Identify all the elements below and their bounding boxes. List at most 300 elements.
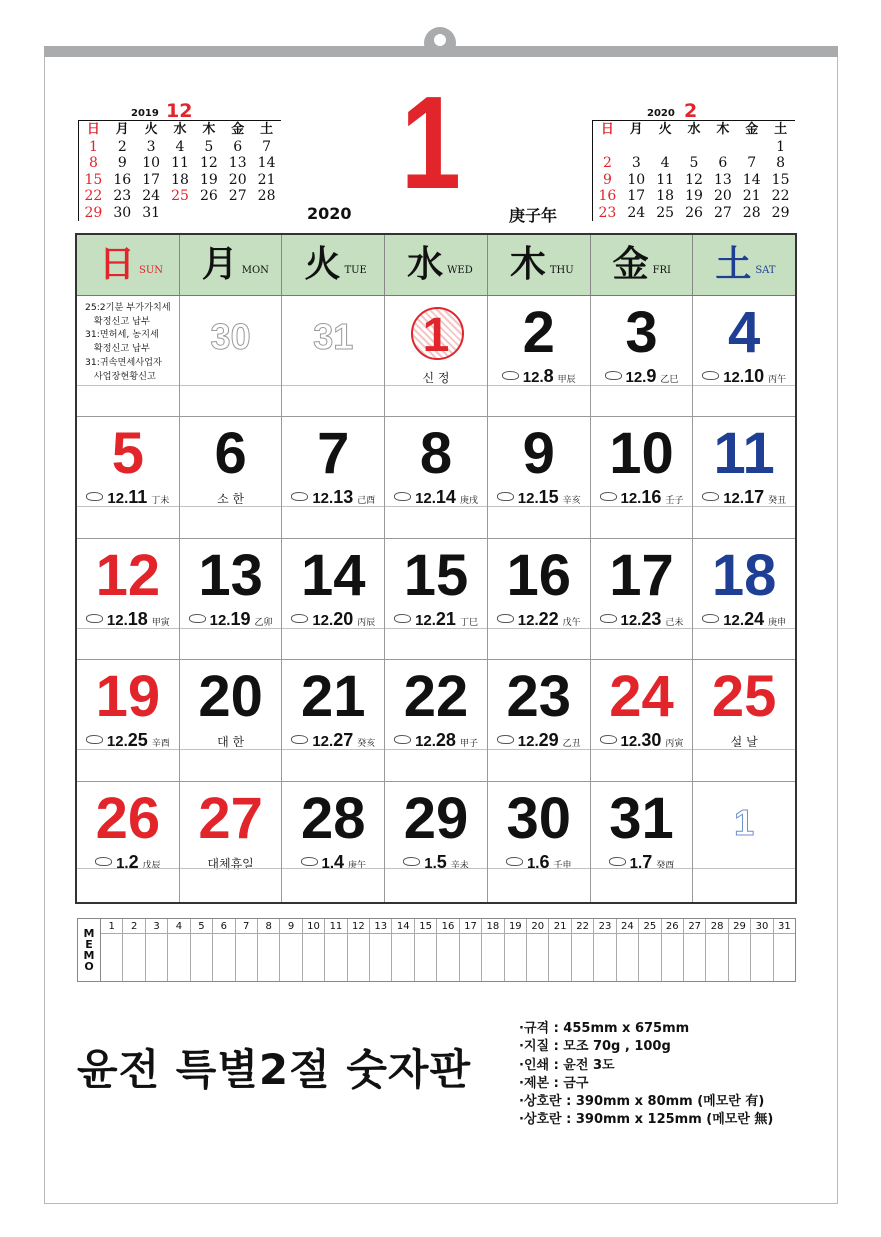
- zodiac-animal-icon: [86, 735, 103, 744]
- zodiac-animal-icon: [600, 492, 617, 501]
- ganzhi-day: 癸亥: [357, 739, 376, 750]
- weekday-english: SUN: [139, 265, 164, 276]
- lunar-day: 4: [334, 851, 345, 872]
- mini-day: [194, 205, 223, 222]
- day-cell: [77, 660, 180, 780]
- lunar-date-line: [77, 609, 179, 630]
- memo-day-column: [258, 919, 280, 981]
- lunar-date: [210, 609, 251, 630]
- ganzhi-day: 庚戌: [459, 496, 478, 507]
- mini-day: 3: [631, 155, 641, 171]
- mini-day: 14: [257, 155, 276, 171]
- memo-day-column: [191, 919, 213, 981]
- day-cell: [488, 660, 591, 780]
- cell-memo-line: [282, 385, 384, 386]
- lunar-date-line: [77, 487, 179, 508]
- lunar-month: 12.: [723, 611, 745, 629]
- weekday-hanja: 火: [304, 243, 341, 284]
- memo-day-column: [751, 919, 773, 981]
- lunar-date: [518, 609, 559, 630]
- day-number: 10: [609, 421, 674, 487]
- memo-day-number: 7: [236, 919, 257, 934]
- lunar-month: 12.: [209, 611, 231, 629]
- lunar-day: 9: [646, 366, 657, 386]
- zodiac-animal-icon: [301, 857, 318, 866]
- lunar-date-line: [591, 609, 693, 630]
- day-cell: [282, 539, 385, 659]
- lunar-day: 21: [435, 608, 456, 629]
- holiday-label: 소 한: [217, 492, 245, 507]
- lunar-month: 12.: [517, 733, 539, 751]
- day-cell: [488, 782, 591, 902]
- lunar-day: 15: [538, 487, 559, 508]
- memo-day-number: 30: [751, 919, 772, 934]
- cell-memo-line: [488, 749, 590, 750]
- lunar-day: 22: [538, 608, 559, 629]
- zodiac-animal-icon: [702, 371, 719, 380]
- mini-day: 27: [228, 188, 247, 204]
- mini-day: 29: [84, 204, 103, 221]
- day-number: 25: [711, 664, 777, 730]
- mini-day: 3: [146, 138, 156, 155]
- cell-memo-line: [693, 868, 795, 869]
- mini-day: [737, 139, 766, 156]
- lunar-day: 23: [641, 608, 662, 629]
- memo-day-number: 22: [572, 919, 593, 934]
- memo-day-number: 25: [639, 919, 660, 934]
- mini-day: 8: [88, 155, 98, 171]
- day-cell: [693, 782, 795, 902]
- lunar-date-line: [282, 487, 384, 508]
- lunar-date-line: [488, 609, 590, 630]
- zodiac-animal-icon: [86, 492, 103, 501]
- weekday-english: THU: [549, 265, 574, 276]
- zodiac-animal-icon: [394, 614, 411, 623]
- mini-day: 11: [171, 155, 189, 171]
- ganzhi-day: 丁未: [151, 496, 170, 507]
- mini-day: 20: [713, 188, 732, 204]
- day-number: 2: [522, 300, 555, 365]
- weekday-header-mon: [180, 235, 283, 295]
- memo-day-column: [527, 919, 549, 981]
- day-number: 11: [713, 421, 775, 487]
- cell-memo-line: [282, 628, 384, 629]
- lunar-month: 12.: [620, 611, 642, 629]
- memo-day-number: 27: [684, 919, 705, 934]
- day-number: 24: [609, 664, 674, 730]
- lunar-month: 12.: [522, 369, 544, 386]
- memo-day-column: [572, 919, 594, 981]
- memo-day-number: 10: [303, 919, 324, 934]
- lunar-date: [415, 487, 456, 508]
- memo-day-number: 12: [348, 919, 369, 934]
- mini-day: 23: [113, 188, 132, 204]
- zodiac-animal-icon: [497, 492, 514, 501]
- mini-day: 2: [117, 138, 127, 155]
- mini-weekday-header: 日: [600, 122, 614, 137]
- lunar-date-line: [693, 487, 795, 508]
- memo-day-column: [729, 919, 751, 981]
- memo-day-number: 11: [325, 919, 346, 934]
- ganzhi-year-label: 庚子年: [509, 206, 558, 225]
- zodiac-animal-icon: [291, 735, 308, 744]
- memo-day-number: 15: [415, 919, 436, 934]
- day-cell: [693, 417, 795, 537]
- zodiac-animal-icon: [291, 614, 308, 623]
- day-cell: [488, 539, 591, 659]
- mini-weekday-header: 水: [173, 122, 187, 137]
- lunar-day: 25: [127, 730, 148, 751]
- mini-day: 10: [627, 171, 646, 188]
- lunar-date-line: [282, 730, 384, 751]
- mini-weekday-header: 木: [202, 122, 216, 137]
- day-number: 30: [210, 316, 251, 357]
- lunar-date: [723, 609, 764, 630]
- mini-day: 22: [84, 188, 103, 204]
- day-cell: [180, 660, 283, 780]
- weekday-header-wed: [385, 235, 488, 295]
- lunar-date: [527, 852, 550, 873]
- lunar-month: 1.: [321, 854, 335, 872]
- mini-day: 25: [656, 204, 675, 221]
- memo-day-column: [370, 919, 392, 981]
- mini-day: 25: [171, 188, 189, 204]
- memo-label: [78, 919, 101, 981]
- zodiac-animal-icon: [702, 614, 719, 623]
- ganzhi-day: 壬子: [665, 496, 684, 507]
- memo-day-column: [325, 919, 347, 981]
- lunar-day: 16: [641, 487, 662, 508]
- lunar-day: 29: [538, 730, 559, 751]
- ganzhi-day: 丙午: [768, 375, 787, 385]
- lunar-day: 30: [641, 730, 662, 751]
- ganzhi-day: 甲辰: [557, 375, 576, 385]
- cell-memo-line: [385, 506, 487, 507]
- day-cell: [385, 660, 488, 780]
- weekday-header-sun: [77, 235, 180, 295]
- ganzhi-day: 戊辰: [142, 860, 161, 871]
- lunar-month: 12.: [106, 733, 128, 751]
- lunar-date: [621, 609, 662, 630]
- cell-memo-line: [488, 868, 590, 869]
- holiday-label: 대체휴일: [207, 856, 254, 871]
- mini-day: 19: [685, 188, 703, 204]
- weekday-english: FRI: [652, 265, 672, 276]
- cell-memo-line: [282, 868, 384, 869]
- lunar-day: 20: [333, 608, 354, 629]
- zodiac-animal-icon: [702, 492, 719, 501]
- day-number: 13: [198, 542, 263, 608]
- ganzhi-day: 乙卯: [254, 617, 273, 628]
- mini-day: 21: [742, 188, 761, 204]
- memo-day-number: 19: [505, 919, 526, 934]
- mini-day: 26: [685, 204, 703, 221]
- mini-day: 9: [602, 171, 612, 188]
- mini-day: 7: [747, 155, 757, 171]
- ganzhi-day: 壬申: [553, 860, 572, 871]
- lunar-month: 12.: [312, 611, 334, 629]
- memo-day-number: 14: [392, 919, 413, 934]
- memo-day-number: 8: [258, 919, 279, 934]
- day-cell: [693, 660, 795, 780]
- week-row: [77, 539, 795, 660]
- mini-calendar-prev: [78, 100, 281, 221]
- mini-day: 15: [84, 171, 103, 188]
- spec-line: ·인쇄 : 윤전 3도: [519, 1057, 615, 1073]
- lunar-date: [107, 487, 147, 508]
- memo-letter: O: [84, 960, 94, 973]
- mini-day: 23: [598, 204, 617, 221]
- memo-day-number: 28: [706, 919, 727, 934]
- week-rows: [77, 296, 795, 902]
- product-title: 윤전 특별2절 숫자판: [77, 1045, 472, 1094]
- lunar-month: 12.: [107, 490, 129, 508]
- day-cell: [591, 296, 694, 416]
- zodiac-animal-icon: [502, 371, 519, 380]
- memo-day-number: 4: [168, 919, 189, 934]
- lunar-date: [312, 730, 353, 751]
- lunar-date-line: [591, 366, 693, 387]
- mini-day: [593, 139, 622, 156]
- lunar-date-line: [180, 609, 282, 630]
- spec-line: ·상호란 : 390mm x 125mm (메모란 無): [519, 1112, 774, 1128]
- memo-day-column: [617, 919, 639, 981]
- mini-day: 27: [713, 204, 732, 221]
- mini-day: [680, 139, 709, 156]
- zodiac-animal-icon: [497, 735, 514, 744]
- ganzhi-day: 乙巳: [660, 375, 679, 385]
- memo-day-number: 2: [123, 919, 144, 934]
- ganzhi-day: 癸酉: [656, 860, 675, 871]
- lunar-date: [312, 609, 353, 630]
- lunar-month: 12.: [625, 369, 647, 386]
- day-number: 8: [419, 421, 453, 487]
- day-number: 17: [609, 542, 674, 608]
- day-number: 23: [506, 664, 571, 730]
- lunar-date-line: [591, 487, 693, 508]
- mini-day: 12: [199, 155, 218, 171]
- lunar-day: 24: [744, 608, 765, 629]
- mini-day: 18: [171, 171, 189, 188]
- hanger-hole: [434, 34, 446, 46]
- cell-memo-line: [591, 385, 693, 386]
- mini-weekday-header: 金: [231, 122, 245, 137]
- lunar-date-line: [385, 609, 487, 630]
- weekday-header-tue: [282, 235, 385, 295]
- day-number: 12: [95, 542, 161, 608]
- memo-day-number: 18: [482, 919, 503, 934]
- mini-day: 16: [113, 171, 132, 188]
- lunar-day: 6: [539, 851, 550, 872]
- mini-prev-month: 12: [166, 100, 193, 122]
- mini-day: 29: [771, 204, 790, 221]
- mini-weekday-header: 月: [629, 122, 643, 137]
- spec-line: ·지질 : 모조 70g , 100g: [519, 1039, 671, 1055]
- day-cell: [77, 417, 180, 537]
- weekday-hanja: 木: [509, 243, 546, 284]
- memo-day-number: 6: [213, 919, 234, 934]
- weekday-english: WED: [447, 265, 473, 276]
- mini-day: 28: [257, 188, 276, 204]
- memo-letter: M: [83, 949, 95, 962]
- cell-memo-line: [180, 385, 282, 386]
- day-number: 27: [198, 785, 263, 851]
- mini-day: 10: [142, 155, 161, 171]
- day-number: 18: [711, 542, 777, 608]
- lunar-month: 1.: [116, 854, 129, 872]
- mini-day: [252, 205, 281, 222]
- mini-weekday-header: 金: [745, 122, 759, 137]
- ganzhi-day: 甲子: [459, 739, 478, 750]
- mini-day: 13: [713, 171, 732, 188]
- zodiac-animal-icon: [605, 371, 622, 380]
- lunar-date-line: [77, 852, 179, 873]
- lunar-date-line: [488, 366, 590, 387]
- lunar-day: 14: [435, 487, 456, 508]
- day-cell: [385, 296, 488, 416]
- lunar-month: 1.: [526, 854, 540, 872]
- memo-day-column: [392, 919, 414, 981]
- memo-day-column: [594, 919, 616, 981]
- memo-day-column: [706, 919, 728, 981]
- memo-strip: [77, 918, 796, 982]
- mini-weekday-header: 水: [687, 122, 701, 137]
- week-row: [77, 296, 795, 417]
- mini-day: 17: [142, 171, 161, 188]
- lunar-day: 10: [744, 366, 765, 386]
- lunar-month: 12.: [723, 369, 745, 386]
- mini-day: 22: [771, 188, 790, 204]
- lunar-date-line: [385, 487, 487, 508]
- zodiac-animal-icon: [600, 735, 617, 744]
- day-cell: [488, 417, 591, 537]
- lunar-date: [626, 366, 657, 387]
- memo-day-column: [280, 919, 302, 981]
- mini-prev-grid: [78, 120, 281, 221]
- memo-day-column: [549, 919, 571, 981]
- memo-day-column: [505, 919, 527, 981]
- mini-weekday-header: 火: [658, 122, 672, 137]
- lunar-day: 13: [333, 487, 354, 508]
- holiday-label: 대 한: [217, 735, 245, 750]
- ganzhi-day: 乙丑: [562, 739, 581, 750]
- memo-day-number: 20: [527, 919, 548, 934]
- day-number: 22: [403, 664, 469, 730]
- lunar-month: 12.: [620, 490, 642, 508]
- ganzhi-day: 癸丑: [768, 496, 787, 507]
- mini-day: 6: [718, 155, 728, 171]
- mini-day: 14: [742, 171, 761, 188]
- weekday-hanja: 水: [407, 243, 444, 284]
- day-number: 19: [95, 664, 161, 730]
- month-grid: [75, 233, 797, 904]
- day-number: 29: [403, 785, 469, 851]
- cell-memo-line: [591, 868, 693, 869]
- lunar-month: 1.: [629, 854, 643, 872]
- day-number: 30: [506, 785, 571, 851]
- day-number: 1: [422, 309, 450, 362]
- day-number: 4: [728, 300, 761, 365]
- memo-day-number: 26: [662, 919, 683, 934]
- day-number: 6: [214, 421, 247, 487]
- day-cell: [591, 417, 694, 537]
- day-number: 20: [198, 664, 263, 730]
- mini-day: 30: [113, 204, 132, 221]
- weekday-header-row: [77, 235, 795, 296]
- lunar-date-line: [385, 852, 487, 873]
- mini-day: 16: [598, 188, 617, 204]
- cell-memo-line: [180, 868, 282, 869]
- lunar-date-line: [488, 487, 590, 508]
- lunar-date: [107, 609, 148, 630]
- lunar-date: [415, 609, 456, 630]
- day-number: 7: [317, 421, 350, 487]
- memo-day-number: 9: [280, 919, 301, 934]
- day-cell: [693, 539, 795, 659]
- day-cell: [282, 660, 385, 780]
- day-number: 3: [625, 300, 658, 365]
- lunar-day: 5: [436, 851, 447, 872]
- mini-day: 12: [685, 171, 703, 188]
- ganzhi-day: 辛亥: [562, 496, 581, 507]
- weekday-english: MON: [241, 265, 269, 276]
- ganzhi-day: 庚午: [348, 860, 367, 871]
- day-cell: [180, 539, 283, 659]
- lunar-day: 17: [744, 487, 765, 508]
- spec-line: ·상호란 : 390mm x 80mm (메모란 有): [519, 1094, 765, 1110]
- weekday-header-fri: [591, 235, 694, 295]
- spec-line: ·제본 : 금구: [519, 1075, 589, 1091]
- lunar-date-line: [488, 852, 590, 873]
- day-number: 21: [301, 664, 366, 730]
- day-cell: [385, 539, 488, 659]
- cell-memo-line: [693, 506, 795, 507]
- memo-day-column: [168, 919, 190, 981]
- lunar-day: 2: [128, 851, 139, 872]
- cell-memo-line: [385, 628, 487, 629]
- spec-line: ·규격 : 455mm x 675mm: [519, 1021, 690, 1036]
- lunar-date: [107, 730, 148, 751]
- mini-day: 13: [228, 155, 247, 171]
- day-cell: [77, 782, 180, 902]
- memo-day-column: [415, 919, 437, 981]
- year-label: 2020: [307, 204, 352, 223]
- mini-day: 1: [776, 138, 786, 155]
- day-cell: [180, 417, 283, 537]
- lunar-date-line: [591, 852, 693, 873]
- weekday-hanja: 土: [715, 243, 752, 284]
- lunar-date: [723, 366, 764, 387]
- memo-day-number: 5: [191, 919, 212, 934]
- holiday-label: 설 날: [730, 735, 758, 750]
- zodiac-animal-icon: [506, 857, 523, 866]
- mini-day: 26: [199, 188, 218, 204]
- ganzhi-day: 己酉: [357, 496, 376, 507]
- cell-memo-line: [180, 749, 282, 750]
- memo-day-column: [101, 919, 123, 981]
- memo-day-number: 21: [549, 919, 570, 934]
- lunar-month: 12.: [723, 490, 745, 508]
- memo-day-number: 17: [460, 919, 481, 934]
- mini-day: 18: [656, 188, 675, 204]
- cell-memo-line: [282, 506, 384, 507]
- day-number: 1: [734, 801, 755, 843]
- day-number: 31: [313, 316, 354, 357]
- memo-day-column: [236, 919, 258, 981]
- lunar-month: 12.: [415, 611, 436, 629]
- mini-day: 6: [233, 138, 243, 155]
- day-cell: [488, 296, 591, 416]
